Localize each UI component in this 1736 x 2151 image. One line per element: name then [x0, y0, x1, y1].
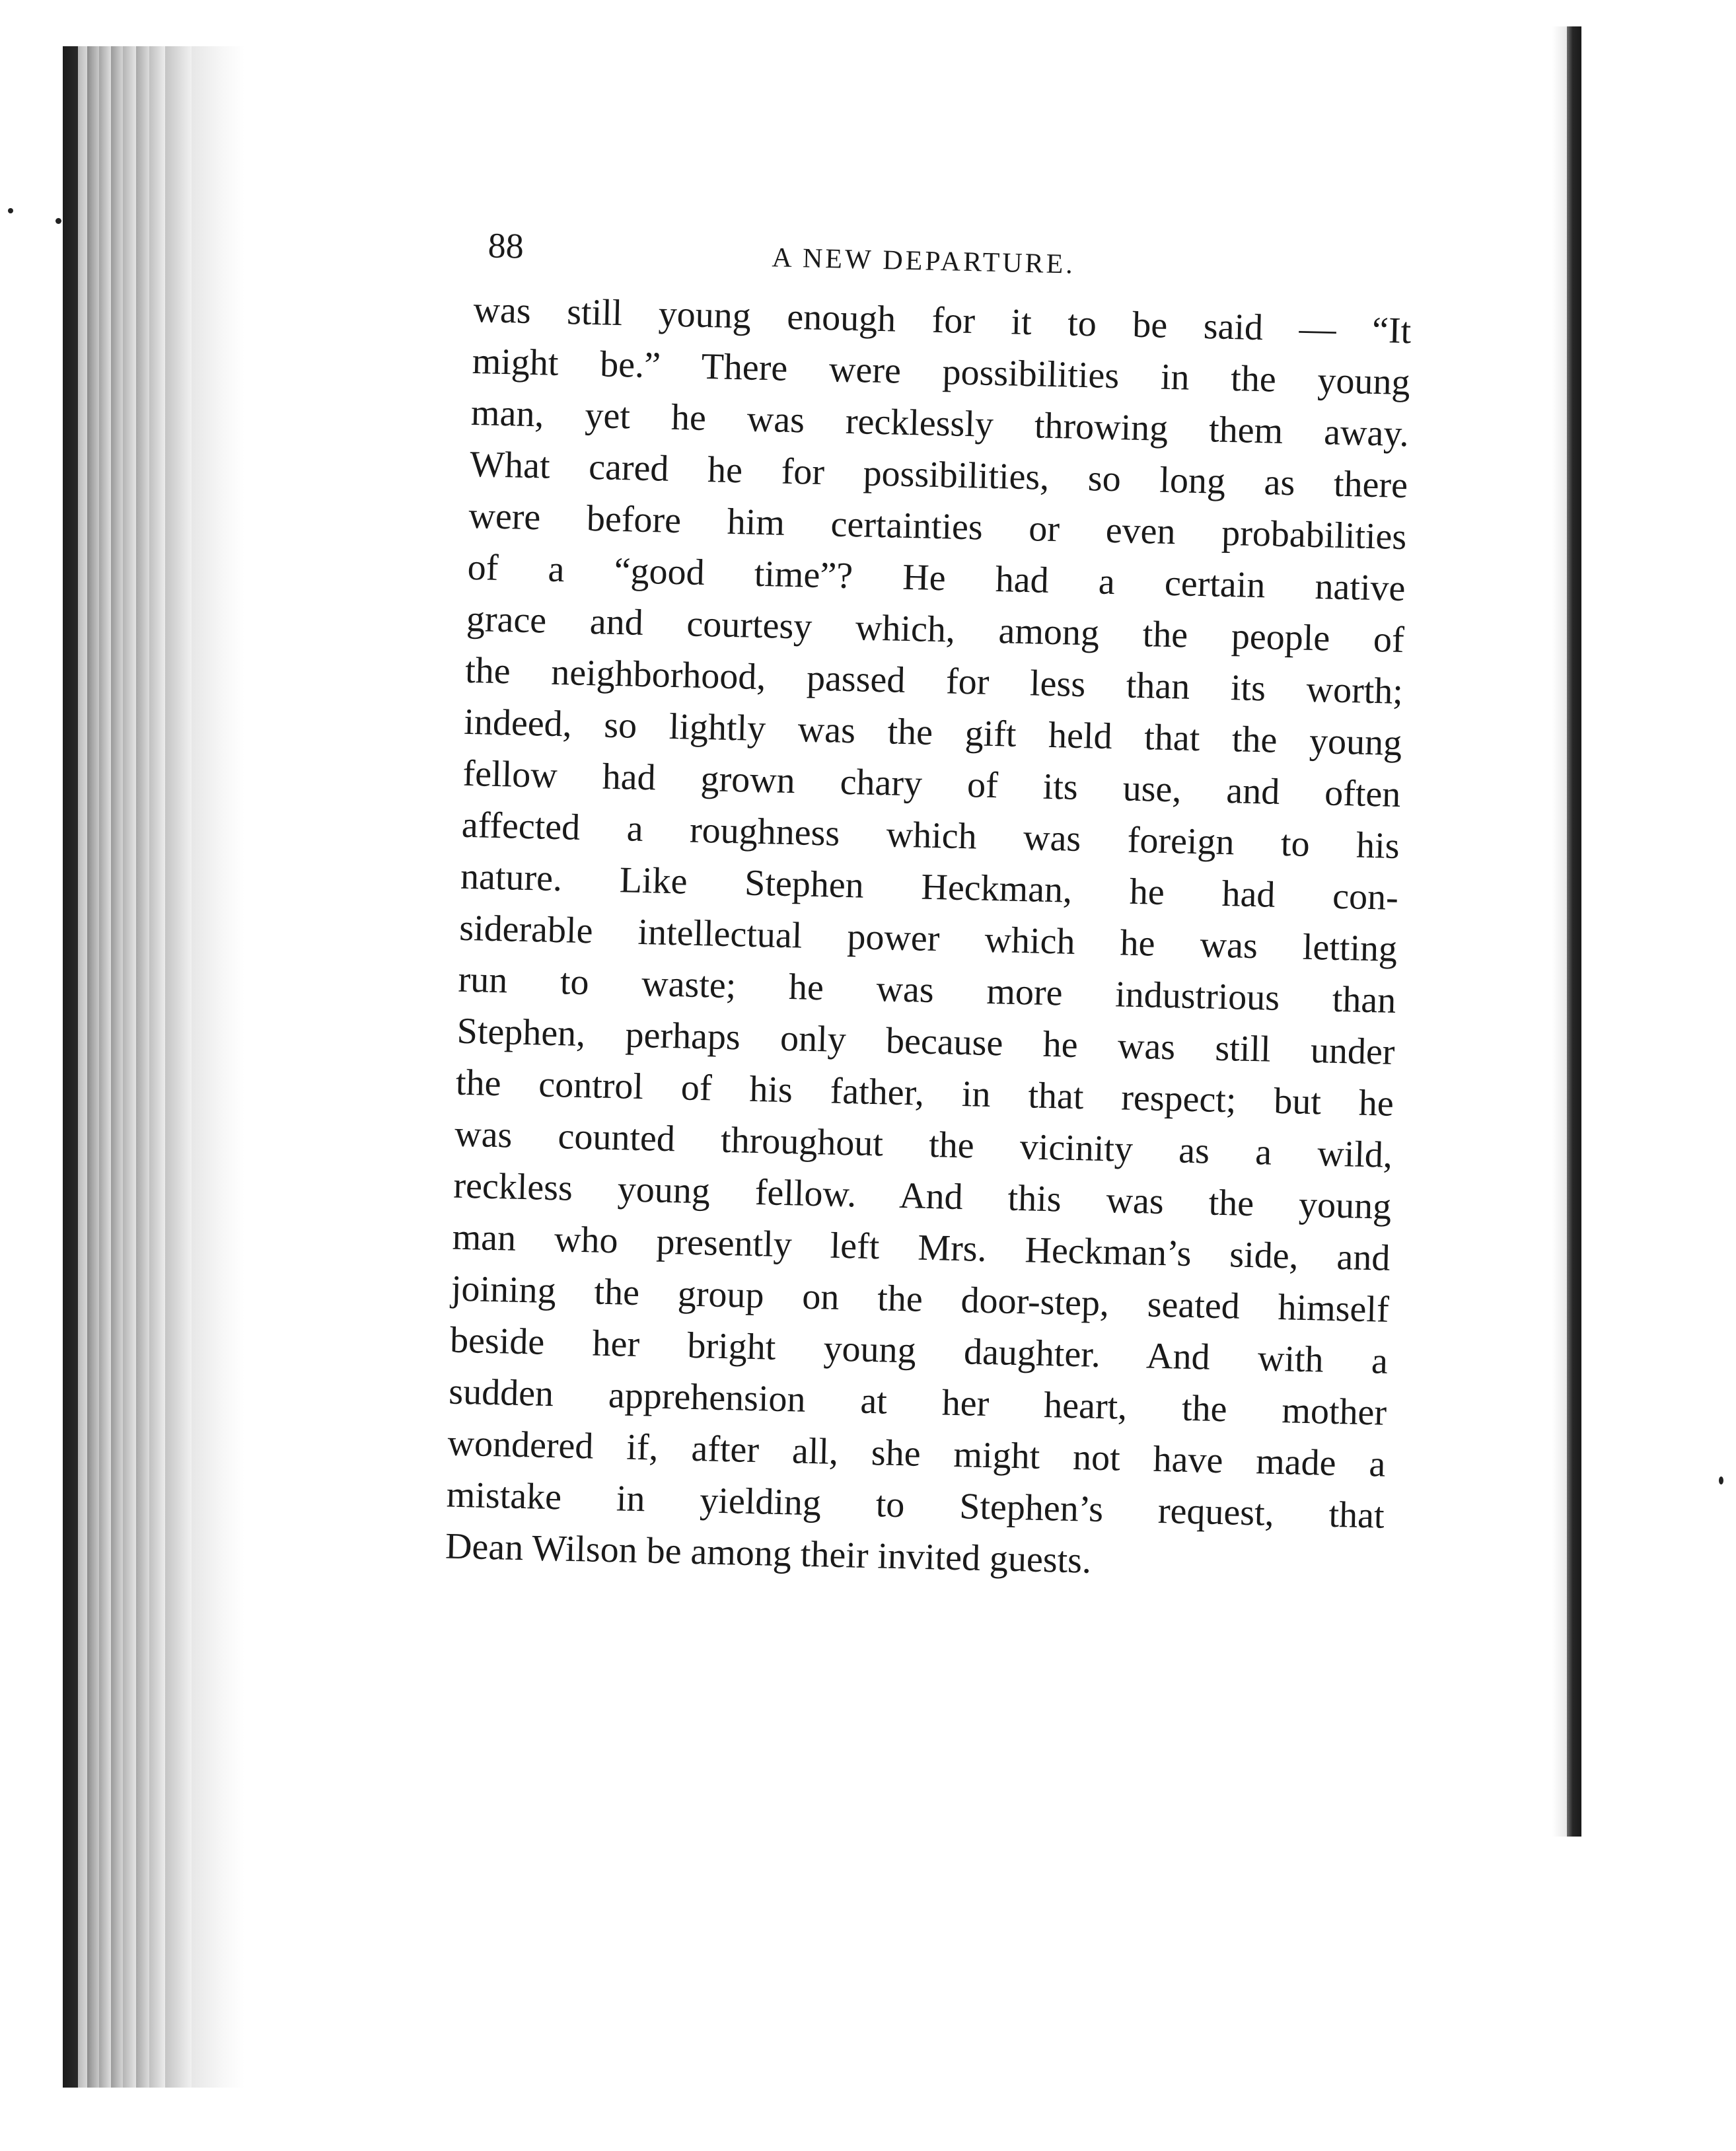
page-text-block	[445, 211, 1413, 1593]
page-edges-bottom-mask	[63, 2088, 248, 2151]
next-leaf-shadow	[1552, 26, 1567, 1837]
text-line: indeed, so lightly was the gift held that the young	[463, 701, 1402, 764]
text-line: the neighborhood, passed for less than its worth;	[464, 649, 1404, 713]
text-line: What cared he for possibilities, so long as there	[469, 443, 1408, 507]
text-line: Stephen, perhaps only because he was still under	[456, 1010, 1396, 1073]
scan-speck	[8, 208, 13, 213]
running-title: A NEW DEPARTURE.	[772, 242, 1076, 280]
text-line: man, yet he was recklessly throwing them away.	[470, 392, 1410, 455]
text-line: sudden apprehension at her heart, the mother	[448, 1371, 1387, 1434]
text-line: mistake in yielding to Stephen’s request, that	[446, 1474, 1385, 1537]
next-leaf-edge	[1567, 26, 1581, 1837]
scan-speck	[55, 218, 61, 224]
text-line: Dean Wilson be among their invited guests.	[445, 1525, 1092, 1582]
book-page-edges	[0, 0, 244, 2151]
page-edges-top-mask	[63, 0, 248, 46]
text-line: joining the group on the door-step, seated himself	[451, 1268, 1390, 1331]
text-line: reckless young fellow. And this was the young	[452, 1165, 1392, 1227]
text-line: run to waste; he was more industrious than	[457, 959, 1396, 1021]
text-line: grace and courtesy which, among the people of	[466, 598, 1405, 661]
text-line: might be.” There were possibilities in the young	[472, 340, 1411, 404]
body-text	[445, 284, 1412, 1593]
text-line: was counted throughout the vicinity as a wild,	[454, 1113, 1393, 1176]
text-line: were before him certainties or even probabilities	[468, 495, 1407, 558]
text-line: fellow had grown chary of its use, and often	[462, 752, 1402, 815]
text-line: siderable intellectual power which he was letting	[458, 907, 1398, 970]
text-line: man who presently left Mrs. Heckman’s side, and	[452, 1216, 1391, 1279]
page-number: 88	[488, 225, 524, 266]
scan-speck	[1719, 1477, 1723, 1484]
text-line: the control of his father, in that respect; but he	[455, 1062, 1394, 1124]
text-line: of a “good time”? He had a certain native	[467, 546, 1406, 610]
text-line: beside her bright young daughter. And with a	[449, 1319, 1389, 1382]
text-line: affected a roughness which was foreign to his	[461, 804, 1400, 867]
text-line: was still young enough for it to be said — “It	[472, 289, 1412, 352]
text-line: nature. Like Stephen Heckman, he had con-	[460, 856, 1399, 918]
text-line: wondered if, after all, she might not have made a	[447, 1422, 1387, 1485]
